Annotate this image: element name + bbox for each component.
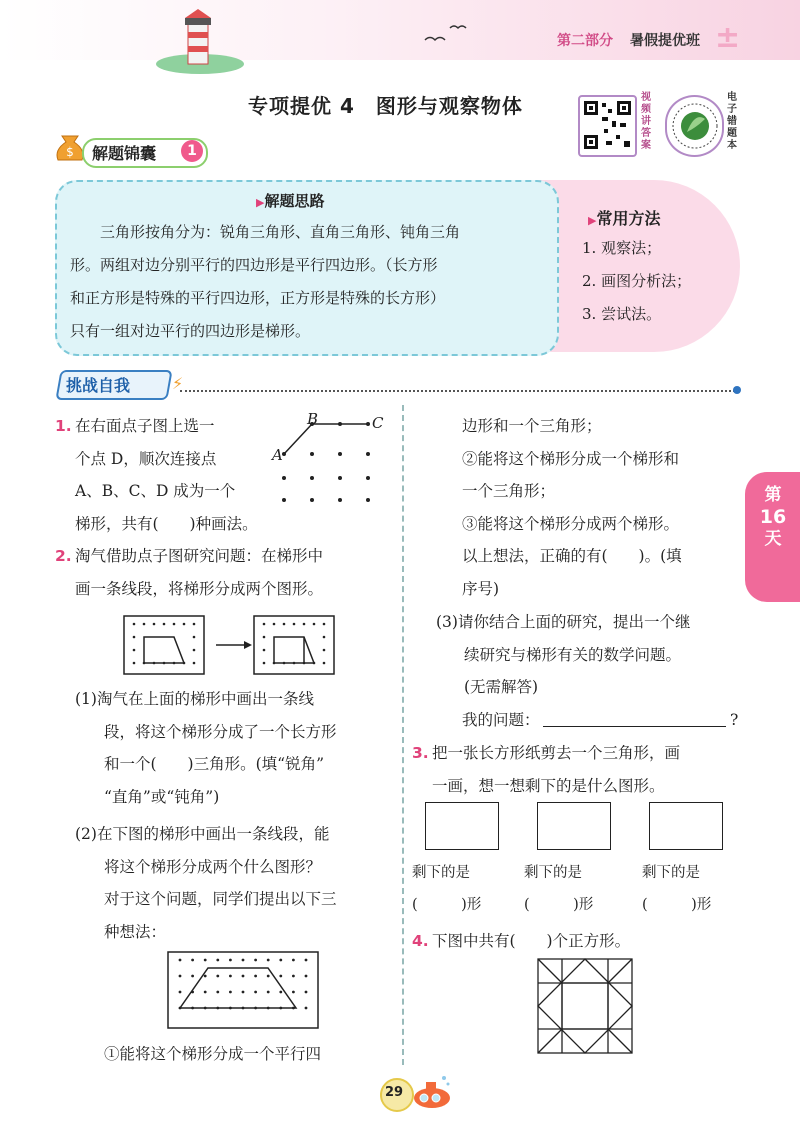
my-question-mark: ? bbox=[730, 711, 739, 729]
leaf-logo-icon bbox=[667, 97, 722, 155]
q1-number: 1. bbox=[55, 417, 72, 435]
methods-list: 1. 观察法； 2. 画图分析法； 3. 尝试法。 bbox=[582, 239, 692, 323]
q3-blank-1[interactable]: ( )形 bbox=[412, 897, 482, 913]
grid-dot bbox=[305, 991, 308, 994]
q2-trapezoid-grid bbox=[166, 950, 320, 1030]
q3-label-1: 剩下的是 bbox=[412, 865, 470, 881]
grid-dot bbox=[179, 959, 182, 962]
badge-tips-number: 1 bbox=[181, 140, 203, 162]
page-title: 专项提优 4 图形与观察物体 bbox=[248, 94, 523, 118]
decor-glyph: ± bbox=[715, 20, 741, 55]
grid-dot bbox=[216, 975, 219, 978]
q2-part2: (2)在下图的梯形中画出一条线段，能 将这个梯形分成两个什么图形？ 对于这个问题，同学们提出以下三 种想法： bbox=[75, 825, 337, 941]
q2-ideas-cont: 边形和一个三角形； ②能将这个梯形分成一个梯形和 一个三角形； ③能将这个梯形分成两个梯形。 以上想法，正确的有( )。(填 序号) bbox=[462, 417, 682, 598]
q3-rectangle-3[interactable] bbox=[649, 802, 723, 850]
qr-label-video: 视频讲答案 bbox=[641, 92, 651, 151]
methods-heading: ▶常用方法 bbox=[588, 209, 661, 228]
grid-dot bbox=[242, 991, 245, 994]
grid-dot bbox=[267, 975, 270, 978]
tips-text: 三角形按角分为：锐角三角形、直角三角形、钝角三角 形。两组对边分别平行的四边形是平行四边形。（长方形 和正方形是特殊的平行四边形，正方形是特殊的长方形） 只有一组对边平行的四边形是梯形。 bbox=[70, 223, 461, 340]
part-label: 第二部分 bbox=[557, 33, 613, 49]
grid-dot bbox=[254, 959, 257, 962]
q2-figure-pair bbox=[122, 614, 342, 676]
grid-dot bbox=[242, 975, 245, 978]
grid-dot bbox=[179, 975, 182, 978]
q3-rectangle-2[interactable] bbox=[537, 802, 611, 850]
qr-code-video[interactable] bbox=[578, 95, 637, 157]
grid-dot bbox=[204, 959, 207, 962]
grid-dot bbox=[279, 991, 282, 994]
series-label: 暑假提优班 bbox=[630, 33, 700, 49]
challenge-rule bbox=[180, 390, 735, 392]
grid-dot bbox=[292, 991, 295, 994]
grid-dot bbox=[305, 959, 308, 962]
grid-dot bbox=[305, 1007, 308, 1010]
q4-squares-figure bbox=[536, 957, 634, 1055]
grid-dot bbox=[229, 991, 232, 994]
badge-challenge-label: 挑战自我 bbox=[66, 376, 131, 395]
q3-number: 3. bbox=[412, 744, 429, 762]
q1-text: 在右面点子图上选一 个点 D，顺次连接点 A、B、C、D 成为一个 梯形，共有( )种画法。 bbox=[75, 417, 258, 533]
tips-heading: ▶解题思路 bbox=[256, 192, 325, 210]
lighthouse-icon bbox=[155, 8, 245, 74]
badge-tips-label: 解题锦囊 bbox=[92, 144, 157, 163]
q3-label-2: 剩下的是 bbox=[524, 865, 582, 881]
page-number: 29 bbox=[385, 1085, 404, 1100]
qr-label-wrongbook: 电子错题本 bbox=[727, 92, 737, 151]
grid-dot bbox=[191, 959, 194, 962]
grid-dot bbox=[216, 959, 219, 962]
q2-number: 2. bbox=[55, 547, 72, 565]
q3-label-3: 剩下的是 bbox=[642, 865, 700, 881]
birds-icon bbox=[420, 20, 470, 50]
grid-dot bbox=[191, 975, 194, 978]
my-question-label: 我的问题： bbox=[462, 711, 540, 729]
point-label-a: A bbox=[272, 446, 283, 464]
grid-dot bbox=[305, 975, 308, 978]
q3-blank-2[interactable]: ( )形 bbox=[524, 897, 594, 913]
grid-dot bbox=[204, 991, 207, 994]
grid-dot bbox=[292, 975, 295, 978]
point-label-b: B bbox=[307, 410, 319, 428]
q2-part3: (3)请你结合上面的研究，提出一个继 续研究与梯形有关的数学问题。 (无需解答) bbox=[436, 613, 691, 696]
grid-dot bbox=[267, 959, 270, 962]
q2-part1: (1)淘气在上面的梯形中画出一条线 段，将这个梯形分成了一个长方形 和一个( )三角形。(填“锐角” “直角”或“钝角”) bbox=[75, 690, 337, 806]
grid-dot bbox=[254, 975, 257, 978]
q2-idea1: ①能将这个梯形分成一个平行四 bbox=[104, 1045, 322, 1063]
grid-dot bbox=[204, 975, 207, 978]
grid-dot bbox=[292, 959, 295, 962]
grid-dot bbox=[179, 991, 182, 994]
column-divider bbox=[402, 405, 404, 1065]
qr-pattern-icon bbox=[580, 97, 635, 155]
rule-dot bbox=[733, 386, 741, 394]
q2-intro: 淘气借助点子图研究问题：在梯形中 画一条线段，将梯形分成两个图形。 bbox=[75, 547, 324, 598]
lightning-icon: ⚡ bbox=[172, 374, 184, 393]
grid-dot bbox=[229, 959, 232, 962]
day-tab-text: 第 16 天 bbox=[759, 485, 787, 549]
grid-dot bbox=[254, 991, 257, 994]
grid-dot bbox=[229, 975, 232, 978]
grid-dot bbox=[216, 991, 219, 994]
qr-code-wrongbook[interactable] bbox=[665, 95, 724, 157]
grid-dot bbox=[242, 959, 245, 962]
point-label-c: C bbox=[372, 414, 384, 432]
q4-number: 4. bbox=[412, 932, 429, 950]
grid-dot bbox=[267, 991, 270, 994]
submarine-icon bbox=[408, 1072, 454, 1112]
grid-dot bbox=[279, 975, 282, 978]
my-question-answer-line[interactable] bbox=[543, 726, 726, 727]
grid-dot bbox=[279, 959, 282, 962]
q4-text: 下图中共有( )个正方形。 bbox=[432, 932, 631, 950]
q3-text: 把一张长方形纸剪去一个三角形，画 一画，想一想剩下的是什么图形。 bbox=[432, 744, 681, 795]
q3-rectangle-1[interactable] bbox=[425, 802, 499, 850]
svg-text:$: $ bbox=[66, 145, 74, 159]
q3-blank-3[interactable]: ( )形 bbox=[642, 897, 712, 913]
